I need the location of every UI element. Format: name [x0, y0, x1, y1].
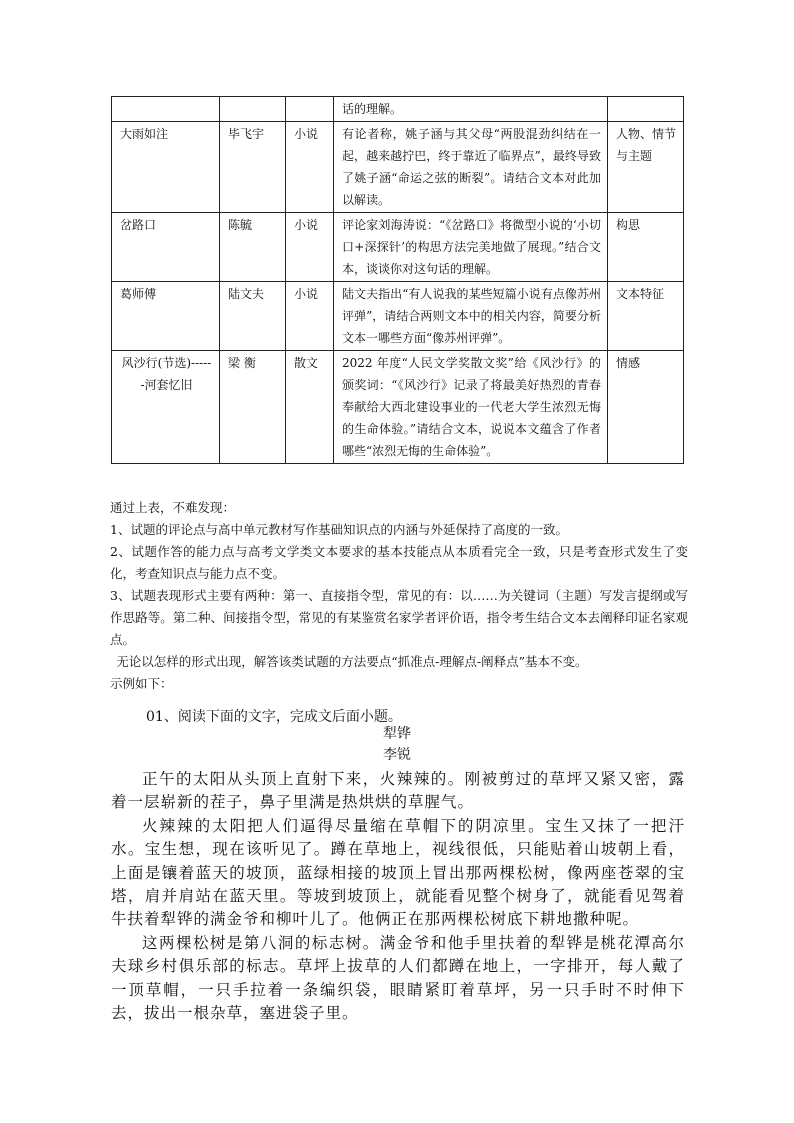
cell-author: 陈毓 — [220, 213, 286, 282]
cell-author: 陆文夫 — [220, 282, 286, 351]
analysis-section — [110, 497, 688, 695]
cell-title — [112, 97, 220, 122]
cell-title: 大雨如注 — [112, 122, 220, 213]
story-title: 犁铧 — [383, 726, 411, 742]
table-row — [112, 122, 684, 213]
cell-question: 话的理解。 — [334, 97, 608, 122]
table-row — [112, 351, 684, 464]
cell-point: 文本特征 — [608, 282, 684, 351]
cell-point: 人物、情节与主题 — [608, 122, 684, 213]
cell-genre: 小说 — [286, 282, 334, 351]
table-row — [112, 97, 684, 122]
cell-point — [608, 97, 684, 122]
example-label: 示例如下： — [110, 676, 173, 691]
cell-point: 情感 — [608, 351, 684, 464]
cell-title: 葛师傅 — [112, 282, 220, 351]
cell-author: 毕飞宇 — [220, 122, 286, 213]
question-intro: 01、阅读下面的文字，完成文后面小题。 — [146, 709, 402, 725]
cell-title: 风沙行(节选)------河套忆旧 — [112, 351, 220, 464]
story-author: 李锐 — [383, 747, 411, 763]
question-table — [111, 96, 684, 464]
cell-genre: 小说 — [286, 213, 334, 282]
cell-question: 有论者称，姚子涵与其父母“两股混劲纠结在一起，越来越拧巴，终于靠近了临界点”，最终导致了姚子涵“命运之弦的断裂”。请结合文本对此加以解读。 — [334, 122, 608, 213]
analysis-intro: 通过上表，不难发现： — [110, 500, 236, 515]
table-row — [112, 282, 684, 351]
cell-author: 梁 衡 — [220, 351, 286, 464]
analysis-point-2: 2、试题作答的能力点与高考文学类文本要求的基本技能点从本质看完全一致，只是考查形式发生了变化，考查知识点与能力点不变。 — [110, 544, 688, 581]
cell-point: 构思 — [608, 213, 684, 282]
story-body — [111, 768, 685, 1025]
cell-genre: 散文 — [286, 351, 334, 464]
story-paragraph: 火辣辣的太阳把人们逼得尽量缩在草帽下的阴凉里。宝生又抹了一把汗水。宝生想，现在该听见了。蹲在草地上，视线很低，只能贴着山坡朝上看，上面是镶着蓝天的坡顶，蓝绿相接的坡顶上冒出那两棵松树，像两座苍翠的宝塔，肩并肩站在蓝天里。等坡到坡顶上，就能看见整个树身了，就能看见驾着牛扶着犁铧的满金爷和柳叶儿了。他俩正在那两棵松树底下耕地撒种呢。 — [111, 816, 685, 929]
cell-author — [220, 97, 286, 122]
analysis-point-3: 3、试题表现形式主要有两种：第一、直接指令型，常见的有：以……为关键词（主题）写发言提纲或写作思路等。第二种、间接指令型，常见的有某鉴赏名家学者评价语，指令考生结合文本去阐释印证名家观点。 — [110, 588, 688, 647]
story-paragraph: 正午的太阳从头顶上直射下来，火辣辣的。刚被剪过的草坪又紧又密，露着一层崭新的茬子，鼻子里满是热烘烘的草腥气。 — [111, 770, 685, 812]
cell-question: 陆文夫指出“有人说我的某些短篇小说有点像苏州评弹”，请结合两则文本中的相关内容，简要分析文本一哪些方面“像苏州评弹”。 — [334, 282, 608, 351]
cell-question: 评论家刘海涛说：“《岔路口》将微型小说的‘小切口+深探针’的构思方法完美地做了展现。”结合文本，谈谈你对这句话的理解。 — [334, 213, 608, 282]
analysis-summary: 无论以怎样的形式出现，解答该类试题的方法要点“抓准点-理解点-阐释点”基本不变。 — [116, 654, 588, 669]
cell-genre: 小说 — [286, 122, 334, 213]
table-row — [112, 213, 684, 282]
cell-question: 2022 年度“人民文学奖散文奖”给《风沙行》的颁奖词：“《风沙行》记录了将最美好热烈的青春奉献给大西北建设事业的一代老大学生浓烈无悔的生命体验。”请结合文本，说说本文蕴含了作者哪些“浓烈无悔的生命体验”。 — [334, 351, 608, 464]
cell-genre — [286, 97, 334, 122]
analysis-point-1: 1、试题的评论点与高中单元教材写作基础知识点的内涵与外延保持了高度的一致。 — [110, 522, 568, 537]
story-paragraph: 这两棵松树是第八洞的标志树。满金爷和他手里扶着的犁铧是桃花潭高尔夫球乡村俱乐部的标志。草坪上拔草的人们都蹲在地上，一字排开，每人戴了一顶草帽，一只手拉着一条编织袋，眼睛紧盯着草坪，另一只手时不时伸下去，拔出一根杂草，塞进袋子里。 — [111, 933, 685, 1023]
cell-title: 岔路口 — [112, 213, 220, 282]
